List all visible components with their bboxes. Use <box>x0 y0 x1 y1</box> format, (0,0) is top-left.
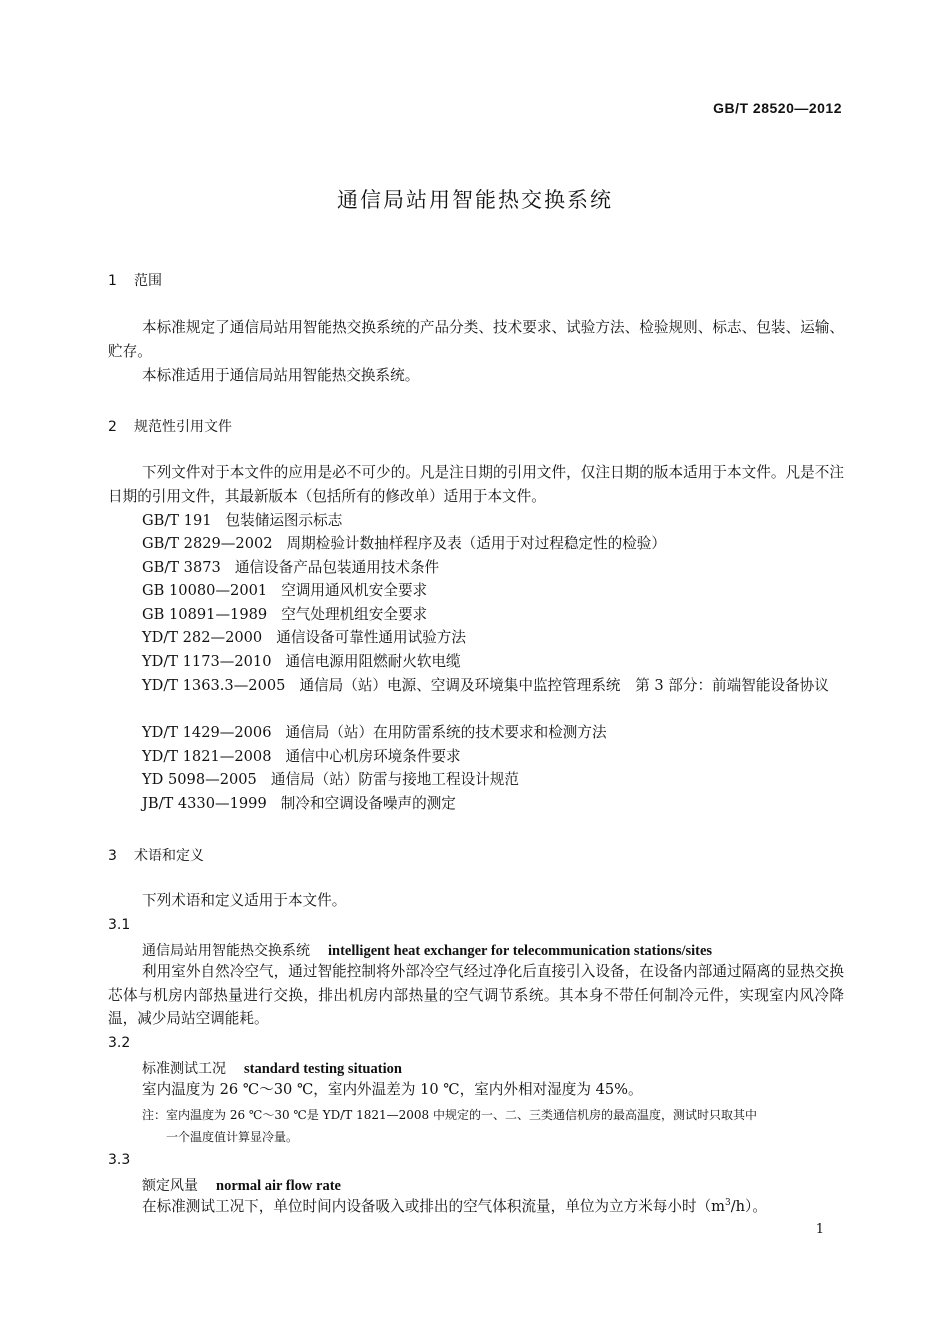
note-line-1: 室内温度为 26 ℃～30 ℃是 YD/T 1821—2008 中规定的一、二、三类通信机房的最高温度，测试时只取其中 <box>166 1108 757 1122</box>
superscript: 3 <box>725 1198 731 1209</box>
section-3-heading <box>108 845 204 865</box>
reference-item <box>142 768 519 792</box>
term-number: 3.2 <box>108 1035 131 1051</box>
section-2-heading <box>108 416 232 436</box>
reference-code: YD/T 1363.3—2005 <box>142 677 286 694</box>
reference-item <box>142 650 461 674</box>
reference-code: GB 10080—2001 <box>142 582 268 599</box>
section-title: 范围 <box>134 273 162 289</box>
reference-item <box>142 626 466 650</box>
term-note <box>142 1104 844 1148</box>
term-heading <box>142 1058 402 1078</box>
reference-item <box>142 509 342 533</box>
standard-code: GB/T 28520—2012 <box>713 100 842 116</box>
reference-title: 制冷和空调设备噪声的测定 <box>280 795 456 812</box>
term-en: normal air flow rate <box>216 1178 341 1194</box>
reference-code: YD/T 1821—2008 <box>142 748 272 765</box>
section-number: 1 <box>108 273 117 289</box>
reference-title: 包装储运图示标志 <box>225 512 343 529</box>
reference-item <box>142 603 427 627</box>
references-intro: 下列文件对于本文件的应用是必不可少的。凡是注日期的引用文件，仅注日期的版本适用于本文件。凡是不注日期的引用文件，其最新版本（包括所有的修改单）适用于本文件。 <box>108 464 844 505</box>
term-definition: 室内温度为 26 ℃～30 ℃，室内外温差为 10 ℃，室内外相对湿度为 45%。 <box>142 1081 643 1098</box>
term-definition: 利用室外自然冷空气，通过智能控制将外部冷空气经过净化后直接引入设备，在设备内部通过隔离的显热交换芯体与机房内部热量进行交换，排出机房内部热量的空气调节系统。其本身不带任何制冷元件，实现室内风冷降温，减少局站空调能耗。 <box>108 963 844 1027</box>
page-number: 1 <box>815 1222 824 1237</box>
term-zh: 额定风量 <box>142 1178 198 1194</box>
reference-title: 通信局（站）防雷与接地工程设计规范 <box>270 771 519 788</box>
reference-item <box>142 721 607 745</box>
section-number: 3 <box>108 848 117 864</box>
term-zh: 标准测试工况 <box>142 1061 226 1077</box>
reference-item <box>142 532 666 556</box>
section-1-heading <box>108 270 162 290</box>
document-title: 通信局站用智能热交换系统 <box>337 188 613 212</box>
term-zh: 通信局站用智能热交换系统 <box>142 943 310 959</box>
reference-item <box>142 745 461 769</box>
reference-title: 周期检验计数抽样程序及表（适用于对过程稳定性的检验） <box>286 535 666 552</box>
reference-code: YD/T 1429—2006 <box>142 724 272 741</box>
reference-code: JB/T 4330—1999 <box>142 795 267 812</box>
scope-paragraph-2: 本标准适用于通信局站用智能热交换系统。 <box>142 367 420 384</box>
reference-title: 空气处理机组安全要求 <box>281 606 428 623</box>
reference-title: 通信电源用阻燃耐火软电缆 <box>285 653 461 670</box>
note-label: 注： <box>142 1108 167 1122</box>
section-title: 规范性引用文件 <box>134 419 232 435</box>
section-title: 术语和定义 <box>134 848 204 864</box>
term-number: 3.3 <box>108 1152 131 1168</box>
reference-code: GB 10891—1989 <box>142 606 268 623</box>
reference-item <box>142 579 427 603</box>
reference-title: 通信设备可靠性通用试验方法 <box>276 629 466 646</box>
note-line-2: 一个温度值计算显冷量。 <box>166 1130 299 1144</box>
term-heading <box>142 940 712 960</box>
reference-title: 通信局（站）在用防雷系统的技术要求和检测方法 <box>285 724 607 741</box>
definition-text: 在标准测试工况下，单位时间内设备吸入或排出的空气体积流量，单位为立方米每小时（m <box>142 1198 725 1215</box>
reference-code: GB/T 191 <box>142 512 212 529</box>
section-number: 2 <box>108 419 117 435</box>
terms-intro: 下列术语和定义适用于本文件。 <box>142 892 347 909</box>
reference-title: 空调用通风机安全要求 <box>281 582 428 599</box>
definition-text-end: /h）。 <box>730 1198 767 1215</box>
reference-item <box>142 556 439 580</box>
reference-title: 通信中心机房环境条件要求 <box>285 748 461 765</box>
term-definition <box>108 1195 844 1219</box>
scope-paragraph-1: 本标准规定了通信局站用智能热交换系统的产品分类、技术要求、试验方法、检验规则、标志、包装、运输、贮存。 <box>108 319 844 360</box>
reference-item <box>142 792 456 816</box>
reference-code: GB/T 3873 <box>142 559 221 576</box>
term-heading <box>142 1175 341 1195</box>
reference-code: YD 5098—2005 <box>142 771 257 788</box>
reference-code: YD/T 1173—2010 <box>142 653 272 670</box>
reference-item <box>108 674 844 698</box>
reference-code: GB/T 2829—2002 <box>142 535 273 552</box>
term-en: standard testing situation <box>244 1061 402 1077</box>
reference-code: YD/T 282—2000 <box>142 629 263 646</box>
reference-title: 通信设备产品包装通用技术条件 <box>234 559 440 576</box>
reference-title: 通信局（站）电源、空调及环境集中监控管理系统 第 3 部分：前端智能设备协议 <box>299 677 829 694</box>
term-number: 3.1 <box>108 917 131 933</box>
term-en: intelligent heat exchanger for telecommunication stations/sites <box>328 943 713 959</box>
